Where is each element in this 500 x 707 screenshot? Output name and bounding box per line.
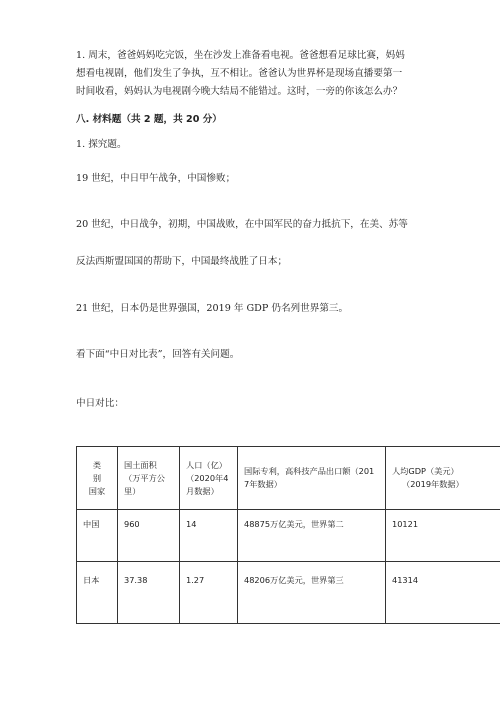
cell-population: 14 (180, 510, 238, 562)
header-category-top: 类 (92, 459, 102, 470)
century-21-text: 21 世纪，日本仍是世界强国，2019 年 GDP 仍名列世界第三。 (76, 303, 349, 314)
header-category-bottom: 国家 (88, 485, 106, 496)
cell-gdp: 41314 (386, 562, 500, 624)
china-japan-comparison-table (76, 446, 500, 624)
header-gdp (386, 447, 500, 510)
table-instruction: 看下面“中日对比表”，回答有关问题。 (76, 349, 240, 360)
table-row-china (77, 510, 500, 562)
question-1-line-3: 时间收看，妈妈认为电视剧今晚大结局不能错过。这时，一旁的你该怎么办？ (76, 86, 403, 97)
header-gdp-line-1: 人均GDP（美元） (392, 466, 459, 476)
header-area: 国土面积（万平方公里） (118, 447, 180, 510)
table-header-row (77, 447, 500, 510)
cell-patent: 48206万亿美元，世界第三 (238, 562, 386, 624)
cell-patent: 48875万亿美元，世界第二 (238, 510, 386, 562)
table-caption: 中日对比： (76, 398, 124, 409)
header-category-middle: 别 (92, 472, 102, 483)
cell-gdp: 10121 (386, 510, 500, 562)
cell-area: 37.38 (118, 562, 180, 624)
question-1-line-1: 1. 周末，爸爸妈妈吃完饭，坐在沙发上准备看电视。爸爸想看足球比赛，妈妈 (76, 50, 405, 61)
header-gdp-line-2: （2019年数据） (402, 479, 464, 489)
cell-population: 1.27 (180, 562, 238, 624)
question-1-line-2: 想看电视剧，他们发生了争执，互不相让。爸爸认为世界杯是现场直播要第一 (76, 68, 403, 79)
header-category-cell (77, 447, 118, 510)
century-20-line-1: 20 世纪，中日战争，初期，中国战败，在中国军民的奋力抵抗下，在美、苏等 (76, 219, 408, 230)
explore-question-label: 1. 探究题。 (76, 139, 127, 150)
section-8-heading: 八. 材料题（共 2 题，共 20 分） (76, 114, 222, 125)
header-patent: 国际专利，高科技产品出口额（2017年数据） (238, 447, 386, 510)
header-population: 人口（亿）（2020年4月数据） (180, 447, 238, 510)
cell-country: 中国 (77, 510, 118, 562)
table-row-japan (77, 562, 500, 624)
cell-area: 960 (118, 510, 180, 562)
cell-country: 日本 (77, 562, 118, 624)
century-19-text: 19 世纪，中日甲午战争，中国惨败； (76, 173, 236, 184)
century-20-line-2: 反法西斯盟国国的帮助下，中国最终战胜了日本； (76, 256, 288, 267)
